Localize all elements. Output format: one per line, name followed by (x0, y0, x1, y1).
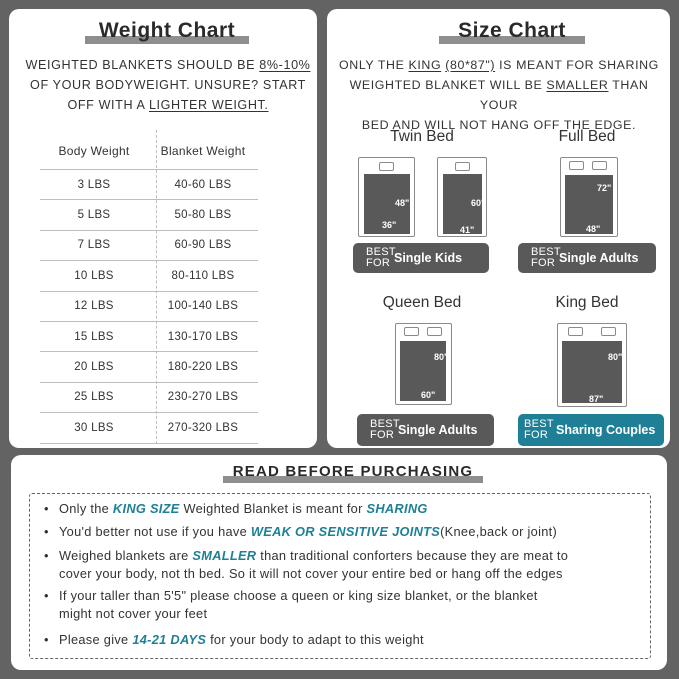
blanket-weight-cell: 50-80 LBS (174, 209, 232, 222)
table-row (40, 261, 258, 291)
twin-b-height: 60" (471, 198, 486, 208)
table-row (40, 292, 258, 322)
king-width: 87" (589, 394, 604, 404)
body-weight-cell: 7 LBS (77, 239, 111, 252)
weight-chart-intro: WEIGHTED BLANKETS SHOULD BE 8%-10% OF YOUR BODYWEIGHT. UNSURE? START OFF WITH A LIGHTER WEIGHT. (25, 58, 311, 112)
list-item: • Please give 14-21 DAYS for your body to adapt to this weight (44, 632, 424, 647)
size-chart-panel (327, 9, 670, 448)
body-weight-cell: 25 LBS (74, 391, 114, 404)
full-width: 48" (586, 224, 601, 234)
body-weight-cell: 10 LBS (74, 269, 114, 282)
twin-bed-a (358, 157, 415, 237)
full-best-for-badge: BEST FOR Single Adults (518, 243, 656, 273)
size-chart-intro: ONLY THE KING (80*87") IS MEANT FOR SHARING WEIGHTED BLANKET WILL BE SMALLER THAN YOUR BED AND WILL NOT HANG OFF THE EDGE. (339, 58, 659, 132)
table-row (40, 383, 258, 413)
king-bed (557, 323, 627, 407)
blanket-weight-cell: 130-170 LBS (167, 330, 239, 343)
header-body-weight: Body Weight (58, 143, 130, 158)
read-before-title: READ BEFORE PURCHASING (223, 463, 483, 485)
full-bed (560, 157, 618, 237)
blanket-weight-cell: 80-110 LBS (171, 269, 235, 282)
body-weight-cell: 12 LBS (74, 300, 114, 313)
twin-b-width: 41" (460, 225, 475, 235)
blanket-weight-cell: 40-60 LBS (174, 178, 232, 191)
twin-best-for-badge: BEST FOR Single Kids (353, 243, 489, 273)
blanket-weight-cell: 60-90 LBS (174, 239, 232, 252)
body-weight-cell: 20 LBS (74, 361, 114, 374)
full-height: 72" (597, 183, 612, 193)
list-item: • Only the KING SIZE Weighted Blanket is meant for SHARING (44, 501, 428, 516)
full-bed-label: Full Bed (558, 128, 616, 145)
king-height: 80" (608, 352, 623, 362)
weight-chart-panel (9, 9, 317, 448)
body-weight-cell: 15 LBS (74, 330, 114, 343)
twin-a-height: 48" (395, 198, 410, 208)
table-row (40, 231, 258, 261)
table-row (40, 170, 258, 200)
table-row (40, 413, 258, 443)
table-row (40, 352, 258, 382)
queen-bed (395, 323, 452, 405)
body-weight-cell: 5 LBS (77, 209, 111, 222)
table-row (40, 200, 258, 230)
weight-chart-title: Weight Chart (85, 19, 249, 47)
body-weight-cell: 3 LBS (77, 178, 111, 191)
size-chart-title: Size Chart (439, 19, 585, 47)
twin-bed-label: Twin Bed (390, 128, 454, 145)
twin-a-width: 36" (382, 220, 397, 230)
list-item: • Weighed blankets are SMALLER than traditional conforters because they are meat to cover your body, not th bed. So it will not cover your entire bed or hang off the edges (44, 548, 569, 581)
blanket-weight-cell: 270-320 LBS (167, 421, 239, 434)
queen-bed-label: Queen Bed (382, 294, 462, 311)
weight-table (40, 132, 258, 444)
list-item: • If your taller than 5'5" please choose a queen or king size blanket, or the blanket might not cover your feet (44, 588, 538, 621)
queen-width: 60" (421, 390, 436, 400)
body-weight-cell: 30 LBS (74, 421, 114, 434)
blanket-weight-cell: 230-270 LBS (167, 391, 239, 404)
read-before-panel (11, 455, 667, 670)
blanket-weight-cell: 180-220 LBS (167, 361, 239, 374)
header-blanket-weight: Blanket Weight (160, 143, 246, 158)
king-bed-label: King Bed (555, 294, 619, 311)
twin-bed-b (437, 157, 487, 237)
list-item: • You'd better not use if you have WEAK OR SENSITIVE JOINTS(Knee,back or joint) (44, 524, 558, 539)
queen-best-for-badge: BEST FOR Single Adults (357, 414, 494, 446)
queen-height: 80" (434, 352, 449, 362)
weight-table-header (40, 132, 258, 170)
king-best-for-badge: BEST FOR Sharing Couples (518, 414, 664, 446)
blanket-weight-cell: 100-140 LBS (167, 300, 239, 313)
read-before-list (29, 493, 651, 659)
table-row (40, 322, 258, 352)
